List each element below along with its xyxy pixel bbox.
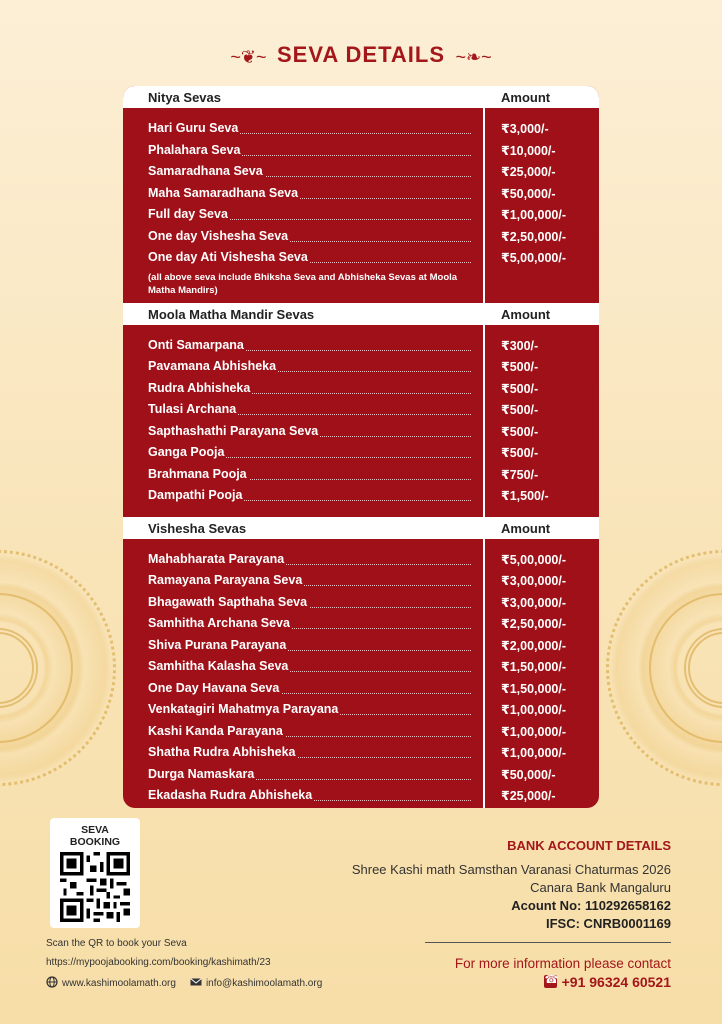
seva-amount: ₹25,000/- bbox=[501, 789, 556, 803]
contact-line bbox=[46, 976, 322, 989]
flourish-left-icon: ~❦~ bbox=[230, 47, 267, 68]
seva-amount: ₹500/- bbox=[501, 424, 539, 439]
seva-amount: ₹300/- bbox=[501, 338, 539, 353]
amount-header: Amount bbox=[501, 306, 551, 322]
phone-number[interactable]: +91 96324 60521 bbox=[561, 974, 671, 990]
seva-amount: ₹2,50,000/- bbox=[501, 617, 566, 631]
seva-name: Full day Seva bbox=[148, 207, 228, 221]
seva-amount: ₹1,00,000/- bbox=[501, 746, 566, 760]
mandala-ornament-right bbox=[606, 550, 722, 786]
phone-icon bbox=[544, 975, 557, 988]
seva-name: Venkatagiri Mahatmya Parayana bbox=[148, 702, 339, 716]
amount-header: Amount bbox=[501, 520, 551, 536]
website-link[interactable]: www.kashimoolamath.org bbox=[62, 978, 176, 989]
seva-name: Sapthashathi Parayana Seva bbox=[148, 423, 319, 438]
seva-table-card bbox=[123, 86, 599, 808]
seva-amount: ₹500/- bbox=[501, 403, 539, 417]
section-header-vishesha bbox=[123, 517, 599, 539]
seva-name: Bhagawath Sapthaha Seva bbox=[148, 594, 308, 609]
page-header bbox=[0, 42, 722, 68]
divider bbox=[425, 942, 671, 943]
seva-name: Maha Samaradhana Seva bbox=[148, 185, 299, 200]
section-note: (all above seva include Bhiksha Seva and Abhisheka Sevas at Moola Matha Mandirs) bbox=[148, 271, 458, 296]
page-title: SEVA DETAILS bbox=[276, 42, 446, 67]
section-title: Nitya Sevas bbox=[148, 90, 221, 105]
seva-amount: ₹2,00,000/- bbox=[501, 638, 566, 653]
seva-name: Samhitha Archana Seva bbox=[148, 616, 290, 630]
seva-row bbox=[123, 118, 599, 140]
seva-amount: ₹1,50,000/- bbox=[501, 681, 566, 696]
qr-title-line2: BOOKING bbox=[69, 836, 121, 848]
seva-row bbox=[123, 635, 599, 657]
seva-name: One day Vishesha Seva bbox=[148, 228, 289, 243]
seva-row bbox=[123, 549, 599, 571]
flourish-right-icon: ~❧~ bbox=[455, 47, 492, 68]
seva-amount: ₹50,000/- bbox=[501, 767, 556, 782]
contact-info-text: For more information please contact bbox=[454, 956, 671, 971]
seva-amount: ₹500/- bbox=[501, 360, 539, 374]
seva-amount: ₹50,000/- bbox=[501, 186, 556, 201]
seva-name: One day Ati Vishesha Seva bbox=[148, 250, 308, 264]
seva-row bbox=[123, 764, 599, 786]
seva-row bbox=[123, 742, 599, 764]
seva-amount: ₹25,000/- bbox=[501, 165, 556, 179]
seva-amount: ₹750/- bbox=[501, 467, 539, 482]
seva-name: Dampathi Pooja bbox=[148, 488, 243, 502]
seva-row bbox=[123, 161, 599, 183]
email-link[interactable]: info@kashimoolamath.org bbox=[205, 978, 323, 989]
seva-name: Kashi Kanda Parayana bbox=[148, 723, 283, 738]
qr-title bbox=[50, 824, 140, 848]
seva-amount: ₹500/- bbox=[501, 381, 539, 396]
seva-row bbox=[123, 356, 599, 378]
mandala-ornament-left bbox=[0, 550, 116, 786]
qr-title-line1: SEVA bbox=[81, 824, 109, 836]
seva-row bbox=[123, 678, 599, 700]
seva-name: Samaradhana Seva bbox=[148, 164, 263, 178]
seva-name: One Day Havana Seva bbox=[148, 680, 280, 695]
amount-header: Amount bbox=[501, 90, 551, 105]
seva-row bbox=[123, 247, 599, 269]
seva-row bbox=[123, 613, 599, 635]
qr-card bbox=[50, 818, 140, 928]
seva-amount: ₹1,500/- bbox=[501, 489, 549, 503]
seva-row bbox=[123, 592, 599, 614]
seva-row bbox=[123, 204, 599, 226]
globe-icon bbox=[46, 976, 58, 988]
seva-amount: ₹1,00,000/- bbox=[501, 703, 566, 717]
seva-row bbox=[123, 656, 599, 678]
bank-heading: BANK ACCOUNT DETAILS bbox=[507, 838, 671, 853]
seva-name: Ekadasha Rudra Abhisheka bbox=[148, 788, 313, 802]
seva-name: Rudra Abhisheka bbox=[148, 380, 251, 395]
seva-name: Pavamana Abhisheka bbox=[148, 359, 277, 373]
bank-details bbox=[352, 838, 671, 933]
bank-account-number: Acount No: 110292658162 bbox=[511, 898, 671, 913]
seva-row bbox=[123, 183, 599, 205]
seva-row bbox=[123, 378, 599, 400]
seva-row bbox=[123, 140, 599, 162]
seva-row bbox=[123, 421, 599, 443]
seva-amount: ₹3,00,000/- bbox=[501, 574, 566, 588]
seva-amount: ₹1,00,000/- bbox=[501, 724, 566, 739]
seva-amount: ₹500/- bbox=[501, 446, 539, 460]
seva-row bbox=[123, 721, 599, 743]
qr-code-icon[interactable] bbox=[60, 852, 130, 922]
phone-contact[interactable] bbox=[544, 974, 671, 990]
seva-row bbox=[123, 570, 599, 592]
seva-name: Hari Guru Seva bbox=[148, 121, 239, 135]
seva-row bbox=[123, 226, 599, 248]
bank-account-name: Shree Kashi math Samsthan Varanasi Chaturmas 2026 bbox=[351, 862, 671, 877]
seva-name: Durga Namaskara bbox=[148, 766, 255, 781]
booking-url-link[interactable]: https://mypoojabooking.com/booking/kashimath/23 bbox=[46, 957, 271, 968]
seva-name: Brahmana Pooja bbox=[148, 466, 247, 481]
section-title: Vishesha Sevas bbox=[148, 520, 247, 536]
seva-row bbox=[123, 442, 599, 464]
bank-name: Canara Bank Mangaluru bbox=[530, 880, 671, 895]
seva-name: Shiva Purana Parayana bbox=[148, 637, 287, 652]
seva-name: Ramayana Parayana Seva bbox=[148, 573, 303, 587]
section-header-nitya bbox=[123, 86, 599, 108]
seva-row bbox=[123, 699, 599, 721]
section-title: Moola Matha Mandir Sevas bbox=[148, 306, 315, 322]
seva-row bbox=[123, 485, 599, 507]
seva-row bbox=[123, 399, 599, 421]
seva-name: Onti Samarpana bbox=[148, 337, 244, 352]
seva-amount: ₹5,00,000/- bbox=[501, 251, 566, 265]
seva-amount: ₹3,000/- bbox=[501, 122, 549, 136]
seva-amount: ₹5,00,000/- bbox=[501, 552, 566, 567]
qr-instruction: Scan the QR to book your Seva bbox=[46, 938, 187, 949]
seva-row bbox=[123, 464, 599, 486]
seva-amount: ₹10,000/- bbox=[501, 143, 556, 158]
seva-amount: ₹3,00,000/- bbox=[501, 595, 566, 610]
seva-row bbox=[123, 785, 599, 807]
section-header-moola-matha bbox=[123, 303, 599, 325]
seva-name: Phalahara Seva bbox=[148, 142, 241, 157]
seva-name: Tulasi Archana bbox=[148, 402, 237, 416]
seva-name: Shatha Rudra Abhisheka bbox=[148, 745, 296, 759]
email-icon bbox=[190, 976, 202, 988]
bank-ifsc: IFSC: CNRB0001169 bbox=[546, 916, 671, 931]
seva-amount: ₹1,00,000/- bbox=[501, 208, 566, 222]
seva-name: Samhitha Kalasha Seva bbox=[148, 659, 289, 673]
seva-row bbox=[123, 335, 599, 357]
seva-amount: ₹2,50,000/- bbox=[501, 229, 566, 244]
seva-name: Ganga Pooja bbox=[148, 445, 225, 459]
seva-name: Mahabharata Parayana bbox=[148, 551, 285, 566]
seva-amount: ₹1,50,000/- bbox=[501, 660, 566, 674]
